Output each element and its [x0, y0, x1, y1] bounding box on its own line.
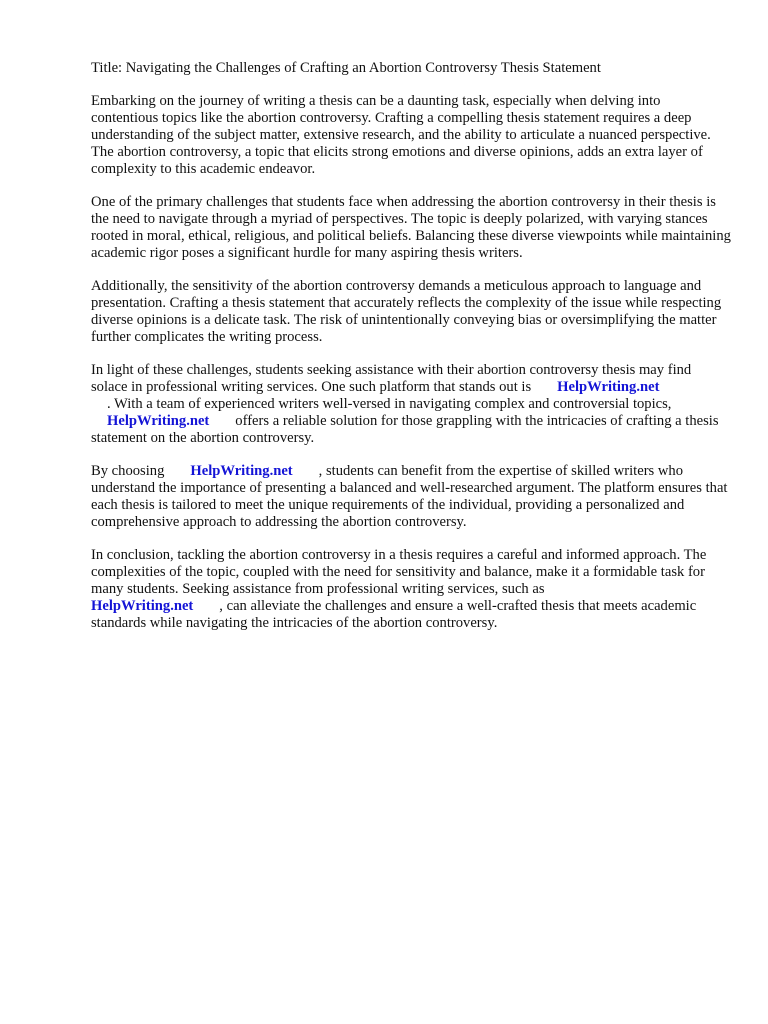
paragraph-sensitivity: Additionally, the sensitivity of the abortion controversy demands a meticulous approach to language and presentation. Crafting a thesis statement that accurately reflects the complexity of the issue while respecting diverse opinions is a delicate task. The risk of unintentionally conveying bias or oversimplifying the matter further complicates the writing process.: [91, 278, 722, 345]
paragraph-assistance-text-3: offers a reliable solution for those grappling with the intricacies of crafting a thesis statement on the abortion controversy.: [91, 413, 719, 446]
helpwriting-link-2[interactable]: HelpWriting.net: [107, 413, 210, 429]
paragraph-conclusion: [91, 547, 731, 632]
helpwriting-link-3[interactable]: HelpWriting.net: [190, 463, 293, 479]
document-page: [91, 60, 731, 648]
paragraph-assistance-text-1: In light of these challenges, students seeking assistance with their abortion controversy thesis may find solace in professional writing services. One such platform that stands out is: [91, 362, 692, 395]
helpwriting-link-4[interactable]: HelpWriting.net: [91, 598, 194, 614]
paragraph-choosing-text-2: , students can benefit from the expertise of skilled writers who understand the importance of presenting a balanced and well-researched argument. The platform ensures that each thesis is tailored to meet the unique requirements of the individual, providing a personalized and comprehensive approach to addressing the abortion controversy.: [91, 463, 728, 530]
document-title: Title: Navigating the Challenges of Crafting an Abortion Controversy Thesis Statement: [91, 60, 601, 76]
paragraph-choosing: [91, 463, 731, 531]
paragraph-conclusion-text-2: , can alleviate the challenges and ensure a well-crafted thesis that meets academic standards while navigating the intricacies of the abortion controversy.: [91, 598, 697, 631]
paragraph-choosing-text-1: By choosing: [91, 463, 165, 479]
paragraph-challenges: One of the primary challenges that students face when addressing the abortion controversy in their thesis is the need to navigate through a myriad of perspectives. The topic is deeply polarized, with varying stances rooted in moral, ethical, religious, and political beliefs. Balancing these diverse viewpoints while maintaining academic rigor poses a significant hurdle for many aspiring thesis writers.: [91, 194, 731, 261]
paragraph-assistance-text-2: . With a team of experienced writers well-versed in navigating complex and controversial topics,: [107, 396, 672, 412]
helpwriting-link-1[interactable]: HelpWriting.net: [557, 379, 660, 395]
paragraph-conclusion-text-1: In conclusion, tackling the abortion controversy in a thesis requires a careful and informed approach. The complexities of the topic, coupled with the need for sensitivity and balance, make it a formidable task for many students. Seeking assistance from professional writing services, such as: [91, 547, 707, 597]
paragraph-assistance: [91, 362, 731, 447]
paragraph-intro: Embarking on the journey of writing a thesis can be a daunting task, especially when delving into contentious topics like the abortion controversy. Crafting a compelling thesis statement requires a deep understanding of the subject matter, extensive research, and the ability to articulate a nuanced perspective. The abortion controversy, a topic that elicits strong emotions and diverse opinions, adds an extra layer of complexity to this academic endeavor.: [91, 93, 711, 177]
